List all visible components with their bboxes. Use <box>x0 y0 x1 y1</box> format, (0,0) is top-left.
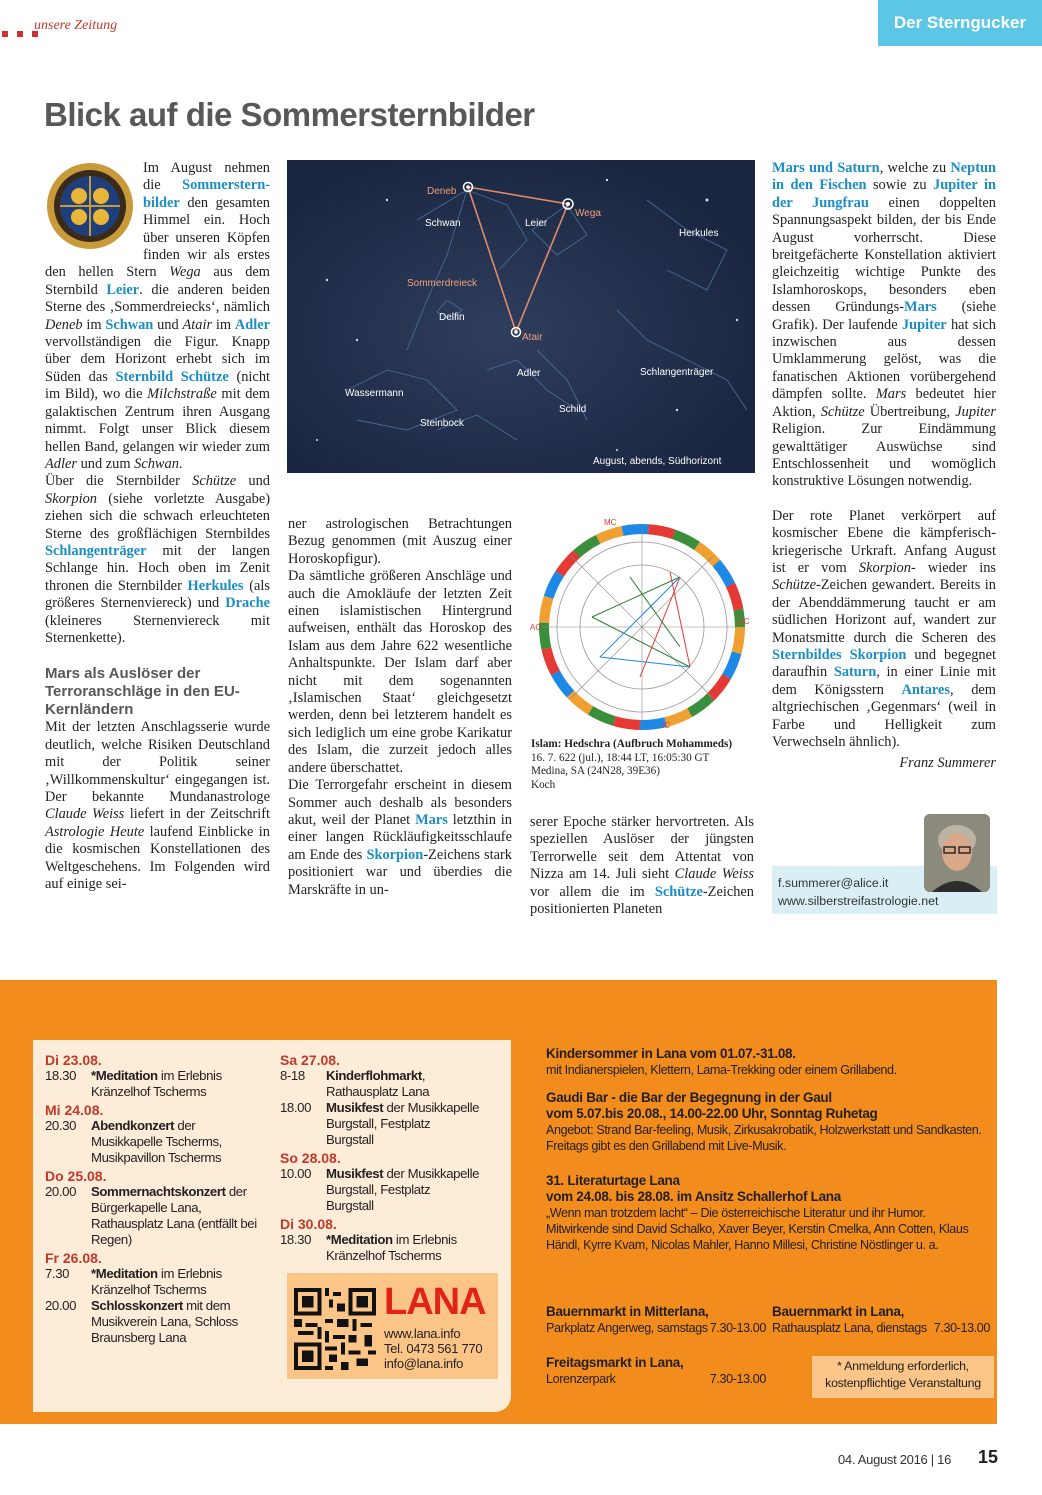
col1-paragraph-1: Im August nehmen die Sommersternbilder den gesamten Himmel ein. Hoch über unseren Köpfen finden wir als erstes den hellen Stern Wega aus dem Sternbild Leier. die anderen beiden Sterne des ‚Sommerdreiecks‘, nämlich Deneb im Schwan und Atair im Adler vervollständigen die Figur. Knapp über dem Horizont erhebt sich im Süden das Sternbild Schütze (nicht im Bild), wo die Milchstraße mit dem galaktischen Zentrum ihren Ausgang nimmt. Folgt unser Blick diesem hellen Band, gelangen wir wieder zum Adler und zum Schwan. <box>45 160 271 472</box>
column-1 <box>45 160 270 893</box>
author-website-link[interactable]: www.silberstreifastrologie.net <box>778 894 939 908</box>
author-email-link[interactable]: f.summerer@alice.it <box>778 876 889 890</box>
col2-paragraph-2: Da sämtliche größeren Anschläge und auch die Amokläufe der letzten Zeit einen islamistischen Hintergrund aufweisen, enthält das Horoskop des Islam aus dem Jahre 622 wesentliche Anhaltspunkte. Der Islam darf aber nicht mit dem sogenannten ‚Islamischen Staat‘ gleichgesetzt werden, denn bei letzterem handelt es sich lediglich um eine grobe Karikatur des Islam, die zurzeit jedoch alles andere überschattet. <box>288 568 512 776</box>
event-date: Mi 24.08. <box>45 1102 104 1118</box>
market-item: Bauernmarkt in Lana, Rathausplatz Lana, dienstags 7.30-13.00 <box>772 1304 990 1335</box>
event-item: 18.00 Musikfest der Musikkapelle Burgstall, Festplatz Burgstall <box>280 1100 480 1147</box>
label-schild: Schild <box>559 404 587 415</box>
gaudibar-dates: vom 5.07.bis 20.08., 14.00-22.00 Uhr, Sonntag Ruhetag <box>546 1106 878 1121</box>
col2-paragraph-1: ner astrologischen Betrachtungen Bezug genommen (mit Auszug einer Horoskopfigur). <box>288 516 512 567</box>
author-photo <box>924 814 990 892</box>
event-item: 18.30 *Meditation im Erlebnis Kränzelhof Tscherms <box>45 1068 222 1099</box>
event-item: 20.00 Schlosskonzert mit dem Musikverein Lana, Schloss Braunsberg Lana <box>45 1298 238 1345</box>
event-item: 8-18 Kinderflohmarkt, Rathausplatz Lana <box>280 1068 430 1099</box>
horoscope-caption-line: Koch <box>531 778 556 791</box>
event-date: Di 23.08. <box>45 1052 102 1068</box>
label-wega: Wega <box>575 208 601 219</box>
horoscope-caption-line: 16. 7. 622 (jul.), 18:44 LT, 16:05:30 GT <box>531 751 710 764</box>
author-name: Franz Summerer <box>899 755 996 772</box>
column-3 <box>530 814 754 918</box>
events-column-2 <box>280 1050 480 1264</box>
col4-paragraph-2: Der rote Planet verkörpert auf kosmischer Ebene die kämpferisch-kriegerische Urkraft. Anfang August ist er vom Skorpion- wieder ins Schütze-Zeichen gewandert. Bereits in der Abenddämmerung taucht er am südlichen Horizont auf, wandert zur Monatsmitte durch die Scheren des Sternbildes Skorpion und begegnet daraufhin Saturn, in einer Linie mit dem Königsstern Antares, dem altgriechischen ‚Gegenmars‘ (weil in Farbe und Helligkeit zum Verwechseln ähnlich). <box>772 507 996 750</box>
column-4 <box>772 160 996 773</box>
lana-contact <box>384 1326 482 1371</box>
label-leier: Leier <box>525 218 548 229</box>
horoscope-caption-title: Islam: Hedschra (Aufbruch Mohammeds) <box>531 738 733 750</box>
col4-paragraph-1: Mars und Saturn, welche zu Neptun in den Fischen sowie zu Jupiter in der Jungfrau einen doppelten Spannungsaspekt bilden, der bis Ende August vorherrscht. Diese breitgefächerte Konstellation aktiviert gleichzeitig wichtige Punkte des Islamhoroskops, besonders eben dessen Gründungs-Mars (siehe Grafik). Der laufende Jupiter hat sich inzwischen aus dessen Umklammerung gelöst, was die fanatischen Aktionen vorübergehend dämpfen sollte. Mars bedeutet hier Aktion, Schütze Übertreibung, Jupiter Religion. Zur Eindämmung gewalttätiger Auswüchse sind Entschlossenheit und womöglich konstruktive Lösungen notwendig. <box>772 160 997 490</box>
label-atair: Atair <box>522 332 543 343</box>
event-date: So 28.08. <box>280 1150 341 1166</box>
horoscope-caption <box>531 738 761 792</box>
market-item: Freitagsmarkt in Lana, Lorenzerpark 7.30-13.00 <box>546 1355 766 1386</box>
column-2 <box>288 516 512 899</box>
col2-paragraph-3: Die Terrorgefahr erscheint in diesem Sommer auch deshalb als besonders akut, weil der Planet Mars letzthin in einer langen Rückläufigkeitsschlaufe am Ende des Skorpion-Zeichens stark positioniert war und überdies die Marskräfte in un- <box>288 777 513 898</box>
angle-dc: DC <box>738 617 750 626</box>
event-item: 20.00 Sommernachtskonzert der Bürgerkapelle Lana, Rathausplatz Lana (entfällt bei Regen) <box>45 1184 257 1247</box>
angle-ic: IC <box>662 721 670 730</box>
kindersommer-text: mit Indianerspielen, Klettern, Lama-Trekking oder einem Grillabend. <box>546 1063 897 1077</box>
brand-name: unsere Zeitung <box>34 18 118 33</box>
label-deneb: Deneb <box>427 186 457 197</box>
horoscope-caption-line: Medina, SA (24N28, 39E36) <box>531 765 660 778</box>
literaturtage-dates: vom 24.08. bis 28.08. im Ansitz Schallerhof Lana <box>546 1189 841 1204</box>
label-sommerdreieck: Sommerdreieck <box>407 278 478 289</box>
label-steinbock: Steinbock <box>420 418 464 429</box>
col1-subheading: Mars als Auslöser der Terroranschläge in den EU-Kernländern <box>45 665 240 719</box>
event-date: Fr 26.08. <box>45 1250 102 1266</box>
footer-date: 04. August 2016 | 16 <box>838 1452 952 1467</box>
star-map-image <box>287 160 755 473</box>
brand-mark <box>0 24 38 42</box>
event-item: 7.30 *Meditation im Erlebnis Kränzelhof Tscherms <box>45 1266 222 1297</box>
event-item: 20.30 Abendkonzert der Musikkapelle Tscherms, Musikpavillon Tscherms <box>45 1118 222 1165</box>
label-schwan: Schwan <box>425 218 461 229</box>
label-delfin: Delfin <box>439 312 465 323</box>
event-item: 10.00 Musikfest der Musikkapelle Burgstall, Festplatz Burgstall <box>280 1166 480 1213</box>
kindersommer-title: Kindersommer in Lana vom 01.07.-31.08. <box>546 1046 796 1061</box>
lana-phone: Tel. 0473 561 770 <box>384 1341 483 1356</box>
horoscope-chart <box>530 517 756 735</box>
literaturtage-title: 31. Literaturtage Lana <box>546 1173 680 1188</box>
col1-paragraph-3: Mit der letzten Anschlagsserie wurde deutlich, welche Risiken Deutschland mit der Politik seiner ‚Willkommenskultur‘ eingegangen ist. Der bekannte Mundanastrologe Claude Weiss liefert in der Zeitschrift Astrologie Heute laufend Einblicke in die kosmischen Konstellationen des Weltgeschehens. Im Folgenden wird auf einige sei- <box>45 719 271 893</box>
page-title: Blick auf die Sommersternbilder <box>44 96 535 133</box>
col3-paragraph-1: serer Epoche stärker hervortreten. Als speziellen Auslöser der jüngsten Terrorwelle seit dem Attentat von Nizza am 14. Juli sieht Claude Weiss vor allem die im Schütze-Zeichen positionierten Planeten <box>530 814 754 918</box>
event-date: Sa 27.08. <box>280 1052 340 1068</box>
gaudibar-title: Gaudi Bar - die Bar der Begegnung in der Gaul <box>546 1090 832 1105</box>
event-date: Do 25.08. <box>45 1168 107 1184</box>
lana-logo: LANA <box>384 1281 486 1323</box>
lana-info-panel <box>546 1046 986 1253</box>
starmap-caption: August, abends, Südhorizont <box>593 456 722 467</box>
event-item: 18.30 *Meditation im Erlebnis Kränzelhof Tscherms <box>280 1232 457 1263</box>
col1-paragraph-2: Über die Sternbilder Schütze und Skorpion (siehe vorletzte Ausgabe) ziehen sich die schwach erleuchteten Sterne des großflächigen Sternbildes Schlangenträger mit der langen Schlange hin. Hoch oben im Zenit thronen die Sternbilder Herkules (als größeres Sternenviereck) und Drache (kleineres Sternenviereck mit Sternenkette). <box>45 473 270 646</box>
event-date: Di 30.08. <box>280 1216 337 1232</box>
lana-mail-link[interactable]: info@lana.info <box>384 1356 464 1371</box>
angle-ac: AC <box>530 623 542 632</box>
section-tab: Der Sterngucker <box>878 0 1042 46</box>
lana-web-link[interactable]: www.lana.info <box>384 1326 461 1341</box>
gaudibar-text: Angebot: Strand Bar-feeling, Musik, Zirkusakrobatik, Holzwerkstatt und Sandkasten. Freitags gibt es den Grillabend mit Live-Musik. <box>546 1123 982 1153</box>
label-adler: Adler <box>517 368 541 379</box>
label-wassermann: Wassermann <box>345 388 404 399</box>
events-column-1 <box>45 1050 267 1346</box>
registration-note: * Anmeldung erforderlich, kostenpflichtige Veranstaltung <box>812 1356 994 1398</box>
label-herkules: Herkules <box>679 228 719 239</box>
market-item: Bauernmarkt in Mitterlana, Parkplatz Angerweg, samstags 7.30-13.00 <box>546 1304 766 1335</box>
page-number: 15 <box>978 1447 999 1467</box>
qr-code-icon[interactable] <box>294 1288 376 1370</box>
literaturtage-text: „Wenn man trotzdem lacht“ – Die österreichische Literatur und ihr Humor. Mitwirkende sind David Schalko, Xaver Beyer, Kerstin Cmelka, Ann Cotten, Klaus Händl, Kyrre Kvam, Nicolas Mahler, Hanno Millesi, Christine Nöstlinger u. a. <box>546 1206 969 1252</box>
angle-mc: MC <box>604 518 617 527</box>
label-schlangentraeger: Schlangenträger <box>640 367 714 378</box>
